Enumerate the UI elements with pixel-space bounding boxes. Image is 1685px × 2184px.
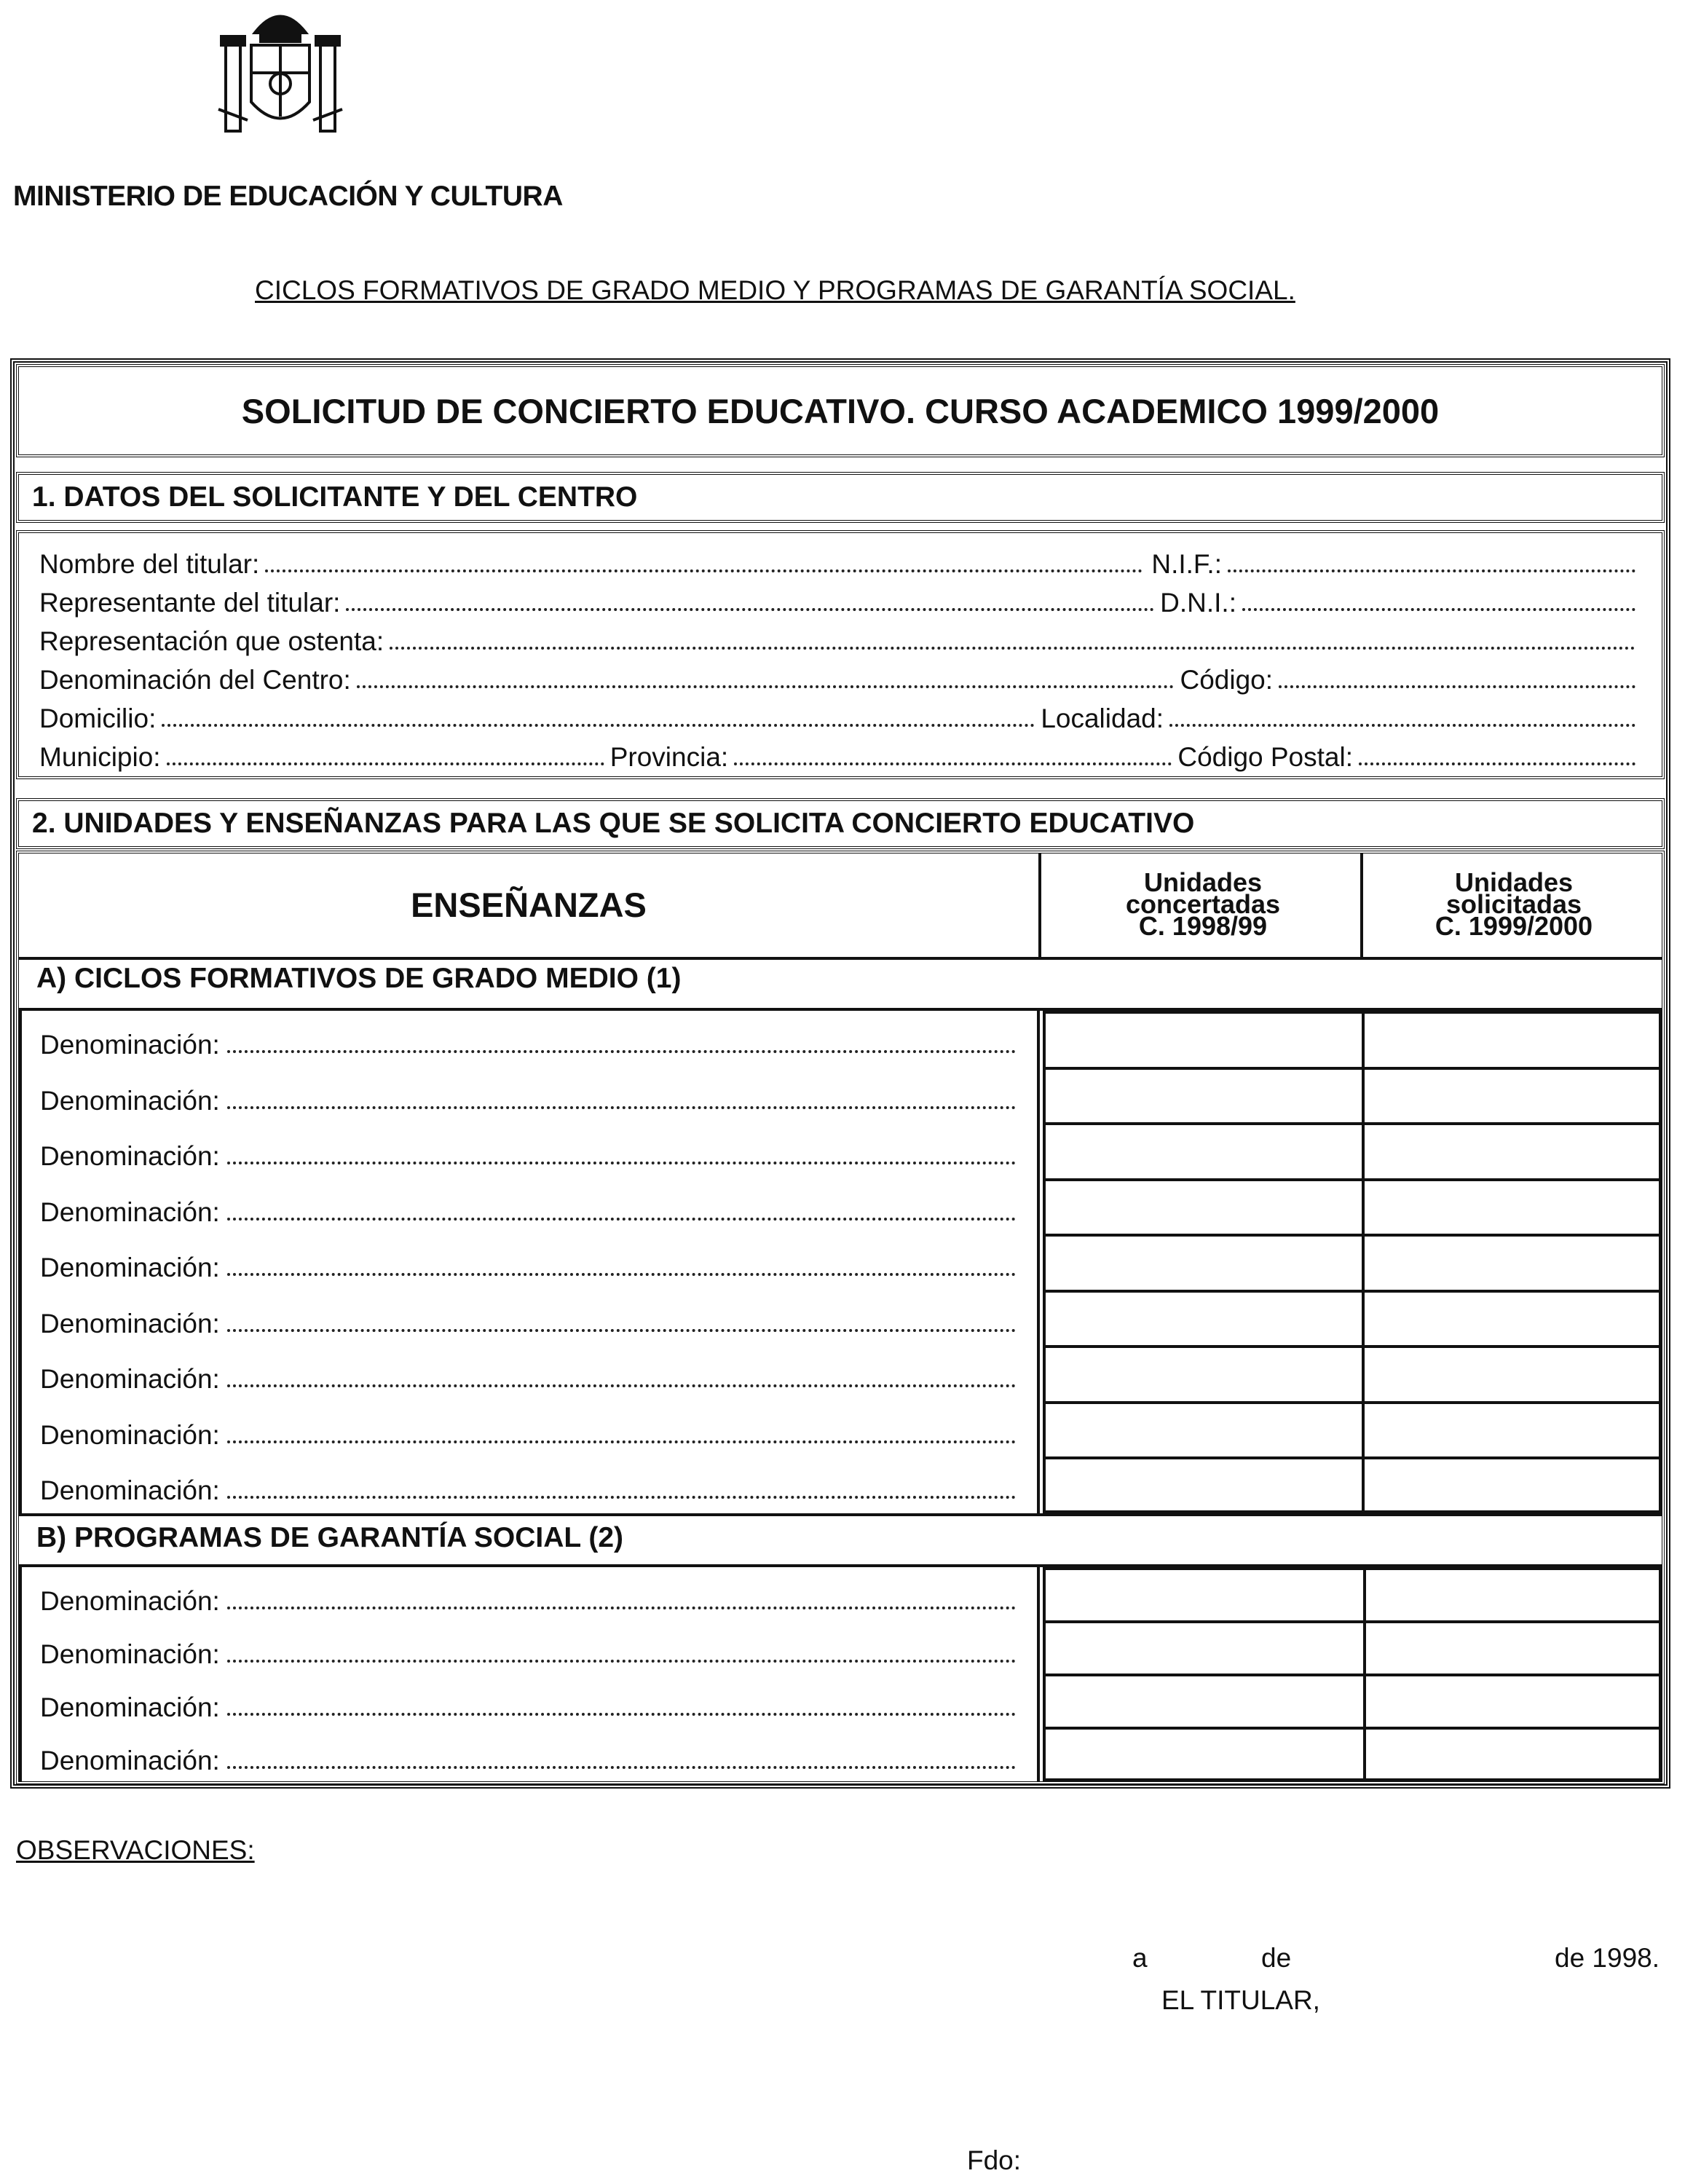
- row-input-denominacion[interactable]: [227, 1712, 1016, 1716]
- cell-unidades-concertadas[interactable]: [1046, 1567, 1362, 1620]
- table-row: [40, 1626, 1016, 1670]
- units-row-rule: [1043, 1067, 1662, 1070]
- date-year: de 1998.: [1555, 1943, 1660, 1973]
- cell-unidades-concertadas[interactable]: [1046, 1456, 1362, 1513]
- col-header-solicitadas-line1: Unidades: [1454, 867, 1574, 897]
- label-domicilio: Domicilio:: [39, 703, 157, 733]
- cell-unidades-concertadas[interactable]: [1046, 1178, 1362, 1234]
- row-label-denominacion: Denominación:: [40, 1639, 220, 1669]
- row-input-denominacion[interactable]: [227, 1765, 1016, 1769]
- input-representacion[interactable]: [390, 646, 1635, 650]
- row-label-denominacion: Denominación:: [40, 1253, 220, 1282]
- part-b-heading: B) PROGRAMAS DE GARANTÍA SOCIAL (2): [36, 1522, 624, 1553]
- row-label-denominacion: Denominación:: [40, 1586, 220, 1616]
- cell-unidades-concertadas[interactable]: [1046, 1067, 1362, 1123]
- row-label-denominacion: Denominación:: [40, 1475, 220, 1505]
- row-input-denominacion[interactable]: [227, 1384, 1016, 1387]
- table-row: [40, 1351, 1016, 1395]
- row-input-denominacion[interactable]: [227, 1217, 1016, 1221]
- row-label-denominacion: Denominación:: [40, 1085, 220, 1116]
- cell-unidades-solicitadas[interactable]: [1366, 1290, 1659, 1346]
- cell-unidades-concertadas[interactable]: [1046, 1674, 1362, 1727]
- part-a-heading: A) CICLOS FORMATIVOS DE GRADO MEDIO (1): [36, 963, 682, 994]
- input-localidad[interactable]: [1169, 723, 1635, 727]
- cell-unidades-concertadas[interactable]: [1046, 1620, 1362, 1674]
- row-input-denominacion[interactable]: [227, 1659, 1016, 1663]
- field-line-denominacion: [39, 658, 1641, 695]
- units-row-rule: [1043, 1122, 1662, 1125]
- input-nombre[interactable]: [265, 569, 1143, 572]
- section1-heading: [16, 472, 1665, 523]
- cell-unidades-concertadas[interactable]: [1046, 1011, 1362, 1067]
- cell-unidades-concertadas[interactable]: [1046, 1122, 1362, 1178]
- label-representacion: Representación que ostenta:: [39, 626, 384, 656]
- form-title: SOLICITUD DE CONCIERTO EDUCATIVO. CURSO ACADEMICO 1999/2000: [16, 364, 1665, 457]
- label-representante: Representante del titular:: [39, 588, 341, 618]
- units-row-rule: [1043, 1178, 1662, 1181]
- table-row: [40, 1184, 1016, 1228]
- row-input-denominacion[interactable]: [227, 1272, 1016, 1276]
- label-denominacion-centro: Denominación del Centro:: [39, 665, 351, 695]
- cell-unidades-solicitadas[interactable]: [1366, 1067, 1659, 1123]
- row-label-denominacion: Denominación:: [40, 1197, 220, 1227]
- label-codigo: Código:: [1180, 665, 1273, 695]
- field-line-municipio: [39, 735, 1641, 773]
- input-municipio[interactable]: [167, 762, 604, 765]
- col-header-solicitadas-line3: C. 1999/2000: [1435, 911, 1593, 941]
- titular-label: EL TITULAR,: [1161, 1985, 1320, 2015]
- col-header-concertadas-line3: C. 1998/99: [1138, 911, 1268, 941]
- cell-unidades-concertadas[interactable]: [1046, 1401, 1362, 1457]
- label-nombre: Nombre del titular:: [39, 549, 260, 579]
- document-subtitle: CICLOS FORMATIVOS DE GRADO MEDIO Y PROGRAMAS DE GARANTÍA SOCIAL.: [255, 275, 1295, 305]
- observaciones-label: OBSERVACIONES:: [16, 1835, 255, 1865]
- cell-unidades-solicitadas[interactable]: [1366, 1567, 1659, 1620]
- label-localidad: Localidad:: [1041, 703, 1164, 733]
- input-denominacion-centro[interactable]: [357, 685, 1175, 688]
- cell-unidades-solicitadas[interactable]: [1366, 1178, 1659, 1234]
- table-row: [40, 1679, 1016, 1723]
- row-input-denominacion[interactable]: [227, 1440, 1016, 1443]
- units-row-rule: [1043, 1234, 1662, 1237]
- row-label-denominacion: Denominación:: [40, 1419, 220, 1450]
- row-label-denominacion: Denominación:: [40, 1364, 220, 1394]
- cell-unidades-concertadas[interactable]: [1046, 1290, 1362, 1346]
- date-de: de: [1261, 1943, 1292, 1973]
- spanish-coat-of-arms-icon: [211, 0, 350, 135]
- cell-unidades-solicitadas[interactable]: [1366, 1727, 1659, 1780]
- table-row: [40, 1296, 1016, 1339]
- units-row-rule: [1043, 1727, 1662, 1730]
- units-row-rule: [1043, 1345, 1662, 1348]
- cell-unidades-concertadas[interactable]: [1046, 1727, 1362, 1780]
- header-bottom-rule: [19, 957, 1662, 960]
- col-header-concertadas-line2: concertadas: [1125, 889, 1281, 919]
- label-provincia: Provincia:: [609, 742, 729, 772]
- input-codigo-postal[interactable]: [1359, 762, 1635, 765]
- cell-unidades-solicitadas[interactable]: [1366, 1620, 1659, 1674]
- row-label-denominacion: Denominación:: [40, 1030, 220, 1060]
- row-input-denominacion[interactable]: [227, 1049, 1016, 1053]
- signature-label: Fdo:: [967, 2145, 1022, 2175]
- cell-unidades-solicitadas[interactable]: [1366, 1234, 1659, 1290]
- table-row: [40, 1017, 1016, 1060]
- field-line-representante: [39, 580, 1641, 618]
- input-domicilio[interactable]: [162, 723, 1035, 727]
- cell-unidades-solicitadas[interactable]: [1366, 1345, 1659, 1401]
- row-label-denominacion: Denominación:: [40, 1141, 220, 1171]
- input-provincia[interactable]: [734, 762, 1172, 765]
- cell-unidades-concertadas[interactable]: [1046, 1345, 1362, 1401]
- label-codigo-postal: Código Postal:: [1177, 742, 1353, 772]
- col-header-solicitadas-line2: solicitadas: [1445, 889, 1582, 919]
- cell-unidades-solicitadas[interactable]: [1366, 1674, 1659, 1727]
- row-input-denominacion[interactable]: [227, 1606, 1016, 1609]
- section1-heading-text: 1. DATOS DEL SOLICITANTE Y DEL CENTRO: [32, 481, 638, 513]
- input-nif[interactable]: [1228, 569, 1635, 572]
- field-line-domicilio: [39, 696, 1641, 734]
- part-b-top-rule: [19, 1513, 1662, 1516]
- header-divider-1: [1038, 854, 1041, 958]
- section1-fields: [16, 530, 1665, 779]
- field-line-representacion: [39, 619, 1641, 657]
- table-row: [40, 1128, 1016, 1172]
- table-row: [40, 1732, 1016, 1776]
- label-municipio: Municipio:: [39, 742, 161, 772]
- label-dni: D.N.I.:: [1160, 588, 1236, 618]
- col-header-concertadas-line1: Unidades: [1143, 867, 1263, 897]
- table-row: [40, 1073, 1016, 1116]
- table-row: [40, 1407, 1016, 1451]
- units-row-rule: [1043, 1401, 1662, 1404]
- section2-heading: [16, 798, 1665, 849]
- header-divider-2: [1360, 854, 1363, 958]
- table-row: [40, 1462, 1016, 1506]
- input-representante[interactable]: [346, 607, 1154, 611]
- label-nif: N.I.F.:: [1151, 549, 1222, 579]
- input-dni[interactable]: [1242, 607, 1635, 611]
- cell-unidades-solicitadas[interactable]: [1366, 1401, 1659, 1457]
- table-row: [40, 1239, 1016, 1283]
- row-input-denominacion[interactable]: [227, 1495, 1016, 1499]
- row-label-denominacion: Denominación:: [40, 1692, 220, 1722]
- date-a: a: [1132, 1943, 1148, 1973]
- units-row-rule: [1043, 1456, 1662, 1459]
- cell-unidades-solicitadas[interactable]: [1366, 1456, 1659, 1513]
- row-input-denominacion[interactable]: [227, 1328, 1016, 1332]
- units-row-rule: [1043, 1674, 1662, 1676]
- part-a-units-divider: [1362, 1011, 1365, 1513]
- units-row-rule: [1043, 1290, 1662, 1293]
- table-row: [40, 1573, 1016, 1617]
- field-line-nombre: [39, 542, 1641, 580]
- units-row-rule: [1043, 1620, 1662, 1623]
- row-input-denominacion[interactable]: [227, 1161, 1016, 1164]
- cell-unidades-solicitadas[interactable]: [1366, 1122, 1659, 1178]
- section2-heading-text: 2. UNIDADES Y ENSEÑANZAS PARA LAS QUE SE SOLICITA CONCIERTO EDUCATIVO: [32, 808, 1195, 839]
- input-codigo[interactable]: [1279, 685, 1635, 688]
- row-input-denominacion[interactable]: [227, 1105, 1016, 1109]
- row-label-denominacion: Denominación:: [40, 1308, 220, 1339]
- col-header-solicitadas: [1366, 854, 1662, 955]
- row-label-denominacion: Denominación:: [40, 1746, 220, 1775]
- cell-unidades-concertadas[interactable]: [1046, 1234, 1362, 1290]
- ministry-name: MINISTERIO DE EDUCACIÓN Y CULTURA: [13, 181, 563, 212]
- col-header-concertadas: [1043, 854, 1363, 955]
- col-header-ensenanzas: ENSEÑANZAS: [411, 885, 647, 924]
- cell-unidades-solicitadas[interactable]: [1366, 1011, 1659, 1067]
